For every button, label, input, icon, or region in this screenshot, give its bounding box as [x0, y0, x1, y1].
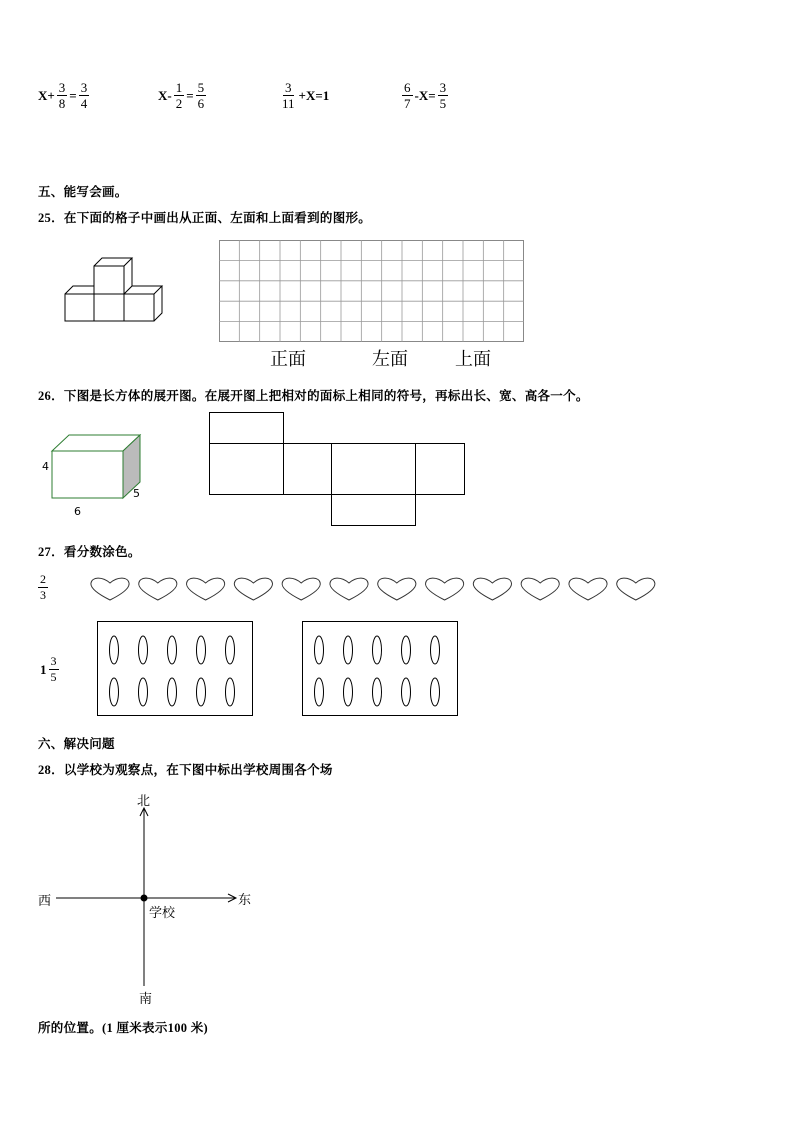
question-26: 26．下图是长方体的展开图。在展开图上把相对的面标上相同的符号，再标出长、宽、高各一个。	[38, 389, 589, 403]
question-27: 27．看分数涂色。	[38, 545, 141, 559]
fraction: $\frac{3}{11}$	[282, 80, 295, 111]
oval-shape[interactable]	[373, 678, 382, 706]
heart-shape[interactable]	[91, 578, 129, 600]
cuboid-net[interactable]	[209, 412, 467, 528]
school-label: 学校	[149, 905, 176, 920]
equation-1: X+ $\frac{3}{8}$ = $\frac{3}{4}$	[38, 80, 88, 111]
oval-shape[interactable]	[197, 636, 206, 664]
oval-shape[interactable]	[197, 678, 206, 706]
oval-shape[interactable]	[373, 636, 382, 664]
section-heading-6: 六、解决问题	[38, 737, 115, 751]
heart-shape[interactable]	[234, 578, 272, 600]
fraction-two-thirds: $\frac{2}{3}$	[40, 572, 46, 602]
oval-shape[interactable]	[402, 636, 411, 664]
question-28-continued: 所的位置。(1 厘米表示100 米)	[38, 1021, 208, 1035]
mixed-fraction: 1 $\frac{3}{5}$	[40, 654, 57, 684]
equation-3: $\frac{3}{11}$ +X=1	[282, 80, 330, 111]
direction-west: 西	[38, 893, 52, 908]
dim-depth: 5	[133, 487, 140, 500]
heart-shape[interactable]	[569, 578, 607, 600]
fraction: $\frac{3}{4}$	[80, 80, 88, 111]
heart-shape[interactable]	[139, 578, 177, 600]
view-label-front: 正面	[270, 349, 306, 370]
direction-north: 北	[137, 793, 151, 808]
heart-shape[interactable]	[282, 578, 320, 600]
oval-shape[interactable]	[431, 678, 440, 706]
oval-shape[interactable]	[139, 678, 148, 706]
heart-shape[interactable]	[378, 578, 416, 600]
oval-shape[interactable]	[431, 636, 440, 664]
direction-east: 东	[238, 892, 252, 907]
equation-4: $\frac{6}{7}$ -X= $\frac{3}{5}$	[404, 80, 447, 111]
heart-shape[interactable]	[187, 578, 225, 600]
heart-shape[interactable]	[330, 578, 368, 600]
heart-shape[interactable]	[473, 578, 511, 600]
fraction: $\frac{5}{6}$	[197, 80, 205, 111]
heart-shape[interactable]	[521, 578, 559, 600]
oval-shape[interactable]	[344, 678, 353, 706]
question-25: 25．在下面的格子中画出从正面、左面和上面看到的图形。	[38, 211, 372, 225]
fraction: $\frac{1}{2}$	[175, 80, 183, 111]
section-heading-5: 五、能写会画。	[38, 185, 128, 199]
ovals-box-2[interactable]	[302, 621, 459, 717]
oval-shape[interactable]	[226, 636, 235, 664]
cuboid-figure	[52, 434, 142, 500]
equation-2: X- $\frac{1}{2}$ = $\frac{5}{6}$	[158, 80, 205, 111]
heart-shape[interactable]	[426, 578, 464, 600]
oval-shape[interactable]	[344, 636, 353, 664]
drawing-grid[interactable]	[219, 240, 524, 342]
view-label-left: 左面	[372, 349, 408, 370]
dim-length: 6	[74, 505, 81, 518]
fraction: $\frac{3}{8}$	[58, 80, 66, 111]
heart-shape[interactable]	[617, 578, 655, 600]
fraction: $\frac{6}{7}$	[404, 80, 411, 111]
oval-shape[interactable]	[315, 678, 324, 706]
oval-shape[interactable]	[226, 678, 235, 706]
oval-shape[interactable]	[402, 678, 411, 706]
question-28: 28．以学校为观察点，在下图中标出学校周围各个场	[38, 763, 333, 777]
block-figure	[64, 256, 164, 322]
hearts-row[interactable]	[90, 576, 660, 602]
oval-shape[interactable]	[168, 636, 177, 664]
oval-shape[interactable]	[110, 678, 119, 706]
ovals-box-1[interactable]	[97, 621, 254, 717]
view-label-top: 上面	[455, 349, 491, 370]
fraction: $\frac{3}{5}$	[439, 80, 447, 111]
compass-diagram	[56, 806, 241, 991]
oval-shape[interactable]	[315, 636, 324, 664]
oval-shape[interactable]	[139, 636, 148, 664]
dim-height: 4	[42, 460, 49, 473]
direction-south: 南	[139, 991, 153, 1006]
oval-shape[interactable]	[168, 678, 177, 706]
oval-shape[interactable]	[110, 636, 119, 664]
